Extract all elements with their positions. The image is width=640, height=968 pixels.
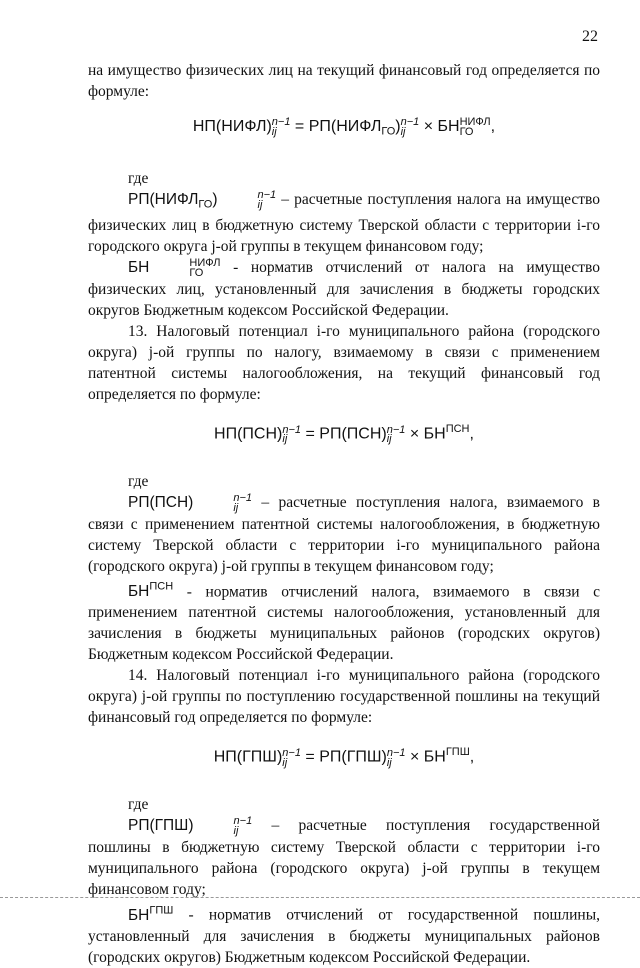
definition-rp-gpsh: РП(ГПШ) n−1 ij – расчетные поступления государственной пошлины в бюджетную систему Тверской области с территории i-го муниципального района (городского округа) j-ой группы в текущем финансовом году; [88, 815, 600, 899]
formula-nifl: НП(НИФЛ) n−1 ij = $РП(НИФЛ_{ГО})$ n−1 ij × БН НИФЛ ГО , [192, 115, 496, 138]
definition-rp-psn: РП(ПСН) n−1 ij – расчетные поступления налога, взимаемого в связи с применением патентной системы налогообложения, в бюджетную систему Тверской области с территории i-го муниципального района (городского округа) j-ой группы в текущем финансовом году; [88, 491, 600, 575]
formula-psn: НП(ПСН) n−1 ij = РП(ПСН) n−1 ij × $БН^{ПСН}$, [214, 423, 474, 446]
definition-bn-psn: $БН^{ПСН}$ - норматив отчислений налога, взимаемого в связи с применением патентной системы налогообложения, установленный для зачисления в бюджеты муниципальных районов (городских округов) Бюджетным кодексом Российской Федерации. [88, 580, 600, 664]
paragraph-13: 13. Налоговый потенциал i-го муниципального района (городского округа) j-ой группы по налогу, взимаемому в связи с применением патентной системы налогообложения, на текущий финансовый год определяется по формуле: [88, 323, 600, 404]
definition-rp-nifl: $РП(НИФЛ_{ГО})$ n−1 ij – расчетные поступления налога на имущество физических лиц в бюджетную систему Тверской области с территории i-го городского округа j-ой группы в текущем финансовом году; [88, 188, 600, 256]
page-bottom-edge [0, 897, 640, 898]
formula-gpsh: НП(ГПШ) n−1 ij = РП(ГПШ) n−1 ij × $БН^{ГПШ}$, [213, 746, 475, 769]
where-label-3: где [128, 796, 149, 814]
document-body [88, 60, 600, 968]
definition-bn-gpsh: $БН^{ГПШ}$ - норматив отчислений от государственной пошлины, установленный для зачисления в бюджеты муниципальных районов (городских округов) Бюджетным кодексом Российской Федерации. [88, 904, 600, 966]
where-label: где [128, 170, 149, 187]
page-number: 22 [582, 28, 598, 45]
definition-bn-nifl: БН НИФЛ ГО - норматив отчислений от налога на имущество физических лиц, установленный для зачисления в бюджеты городских округов Бюджетным кодексом Российской Федерации. [88, 257, 600, 320]
where-label-2: где [128, 473, 149, 491]
paragraph-14: 14. Налоговый потенциал i-го муниципального района (городского округа) j-ой группы по поступлению государственной пошлины на текущий финансовый год определяется по формуле: [88, 667, 600, 727]
paragraph-intro: на имущество физических лиц на текущий финансовый год определяется по формуле: [88, 62, 600, 100]
